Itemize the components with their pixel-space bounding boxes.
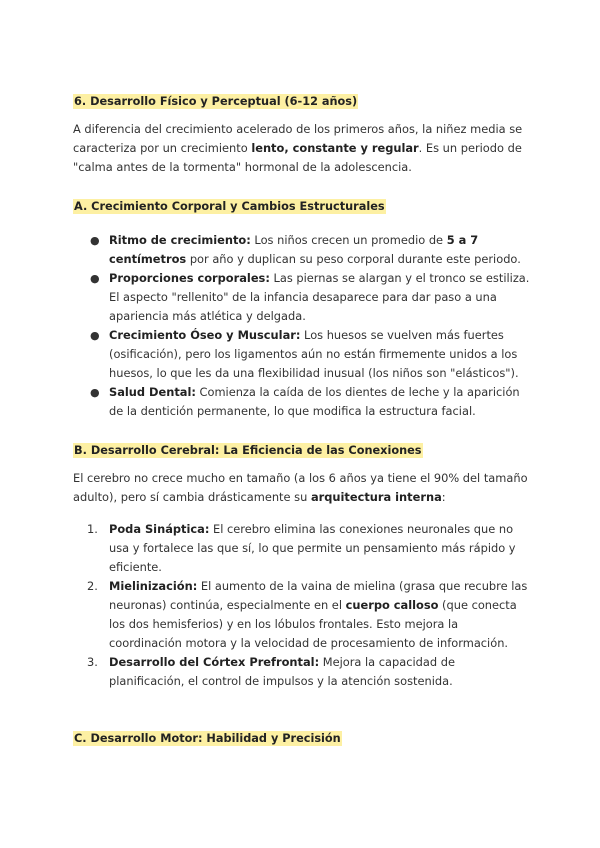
bullet-icon: ● xyxy=(90,234,100,247)
list-item xyxy=(73,520,533,577)
item-text: Los niños crecen un promedio de xyxy=(250,233,447,247)
section-a-heading-text: A. Crecimiento Corporal y Cambios Estructurales xyxy=(74,200,385,213)
item-number: 3. xyxy=(87,655,98,669)
intro-text: A diferencia del crecimiento acelerado de los primeros años, la niñez media se caracteriza por un crecimiento xyxy=(73,122,523,155)
intro-text-end: : xyxy=(441,490,446,504)
section-b-list xyxy=(73,520,533,691)
list-item xyxy=(73,231,533,269)
bullet-icon: ● xyxy=(90,386,100,399)
section-c-heading-text: C. Desarrollo Motor: Habilidad y Precisión xyxy=(74,732,341,745)
item-label: Salud Dental: xyxy=(109,385,196,399)
item-text: El aumento de la vaina de mielina (grasa que recubre las neuronas) continúa, especialmente en el xyxy=(109,579,528,612)
section-a-list xyxy=(73,231,533,421)
item-number: 2. xyxy=(87,579,98,593)
item-label: Crecimiento Óseo y Muscular: xyxy=(109,328,301,342)
intro-bold: arquitectura interna xyxy=(310,490,442,504)
item-label: Poda Sináptica: xyxy=(109,522,210,536)
list-item xyxy=(73,269,533,326)
item-label: Proporciones corporales: xyxy=(109,271,270,285)
list-item xyxy=(73,326,533,383)
item-label: Ritmo de crecimiento: xyxy=(109,233,251,247)
section-6-intro xyxy=(73,120,528,177)
intro-bold: lento, constante y regular xyxy=(251,141,419,155)
section-c-heading xyxy=(73,731,342,747)
section-b-intro xyxy=(73,469,528,507)
item-bold: 5 a 7 centímetros xyxy=(109,233,479,266)
section-b-heading xyxy=(73,443,423,459)
section-6-heading xyxy=(73,94,358,110)
item-number: 1. xyxy=(87,522,98,536)
item-text: Mejora la capacidad de planificación, el control de impulsos y la atención sostenida. xyxy=(109,655,455,688)
intro-text: El cerebro no crece mucho en tamaño (a los 6 años ya tiene el 90% del tamaño adulto), pero sí cambia drásticamente su xyxy=(73,471,528,504)
item-text-end: por año y duplican su peso corporal durante este periodo. xyxy=(186,252,521,266)
item-label: Mielinización: xyxy=(109,579,198,593)
item-text: Comienza la caída de los dientes de leche y la aparición de la dentición permanente, lo que modifica la estructura facial. xyxy=(109,385,520,418)
section-a-heading xyxy=(73,199,386,215)
bullet-icon: ● xyxy=(90,272,100,285)
list-item xyxy=(73,383,533,421)
bullet-icon: ● xyxy=(90,329,100,342)
list-item xyxy=(73,577,533,653)
item-text: Las piernas se alargan y el tronco se estiliza. El aspecto "rellenito" de la infancia desaparece para dar paso a una apariencia más atlética y delgada. xyxy=(109,271,530,323)
section-b-heading-text: B. Desarrollo Cerebral: La Eficiencia de las Conexiones xyxy=(74,444,422,457)
item-text: Los huesos se vuelven más fuertes (osificación), pero los ligamentos aún no están firmemente unidos a los huesos, lo que les da una flexibilidad inusual (los niños son "elásticos"). xyxy=(109,328,519,380)
item-text: El cerebro elimina las conexiones neuronales que no usa y fortalece las que sí, lo que permite un pensamiento más rápido y eficiente. xyxy=(109,522,516,574)
item-text-end: (que conecta los dos hemisferios) y en los lóbulos frontales. Esto mejora la coordinación motora y la velocidad de procesamiento de información. xyxy=(109,598,517,650)
list-item xyxy=(73,653,533,691)
intro-text-end: . Es un periodo de "calma antes de la tormenta" hormonal de la adolescencia. xyxy=(73,141,522,174)
item-label: Desarrollo del Córtex Prefrontal: xyxy=(109,655,320,669)
section-6-heading-text: 6. Desarrollo Físico y Perceptual (6-12 años) xyxy=(74,95,358,108)
item-bold: cuerpo calloso xyxy=(345,598,439,612)
